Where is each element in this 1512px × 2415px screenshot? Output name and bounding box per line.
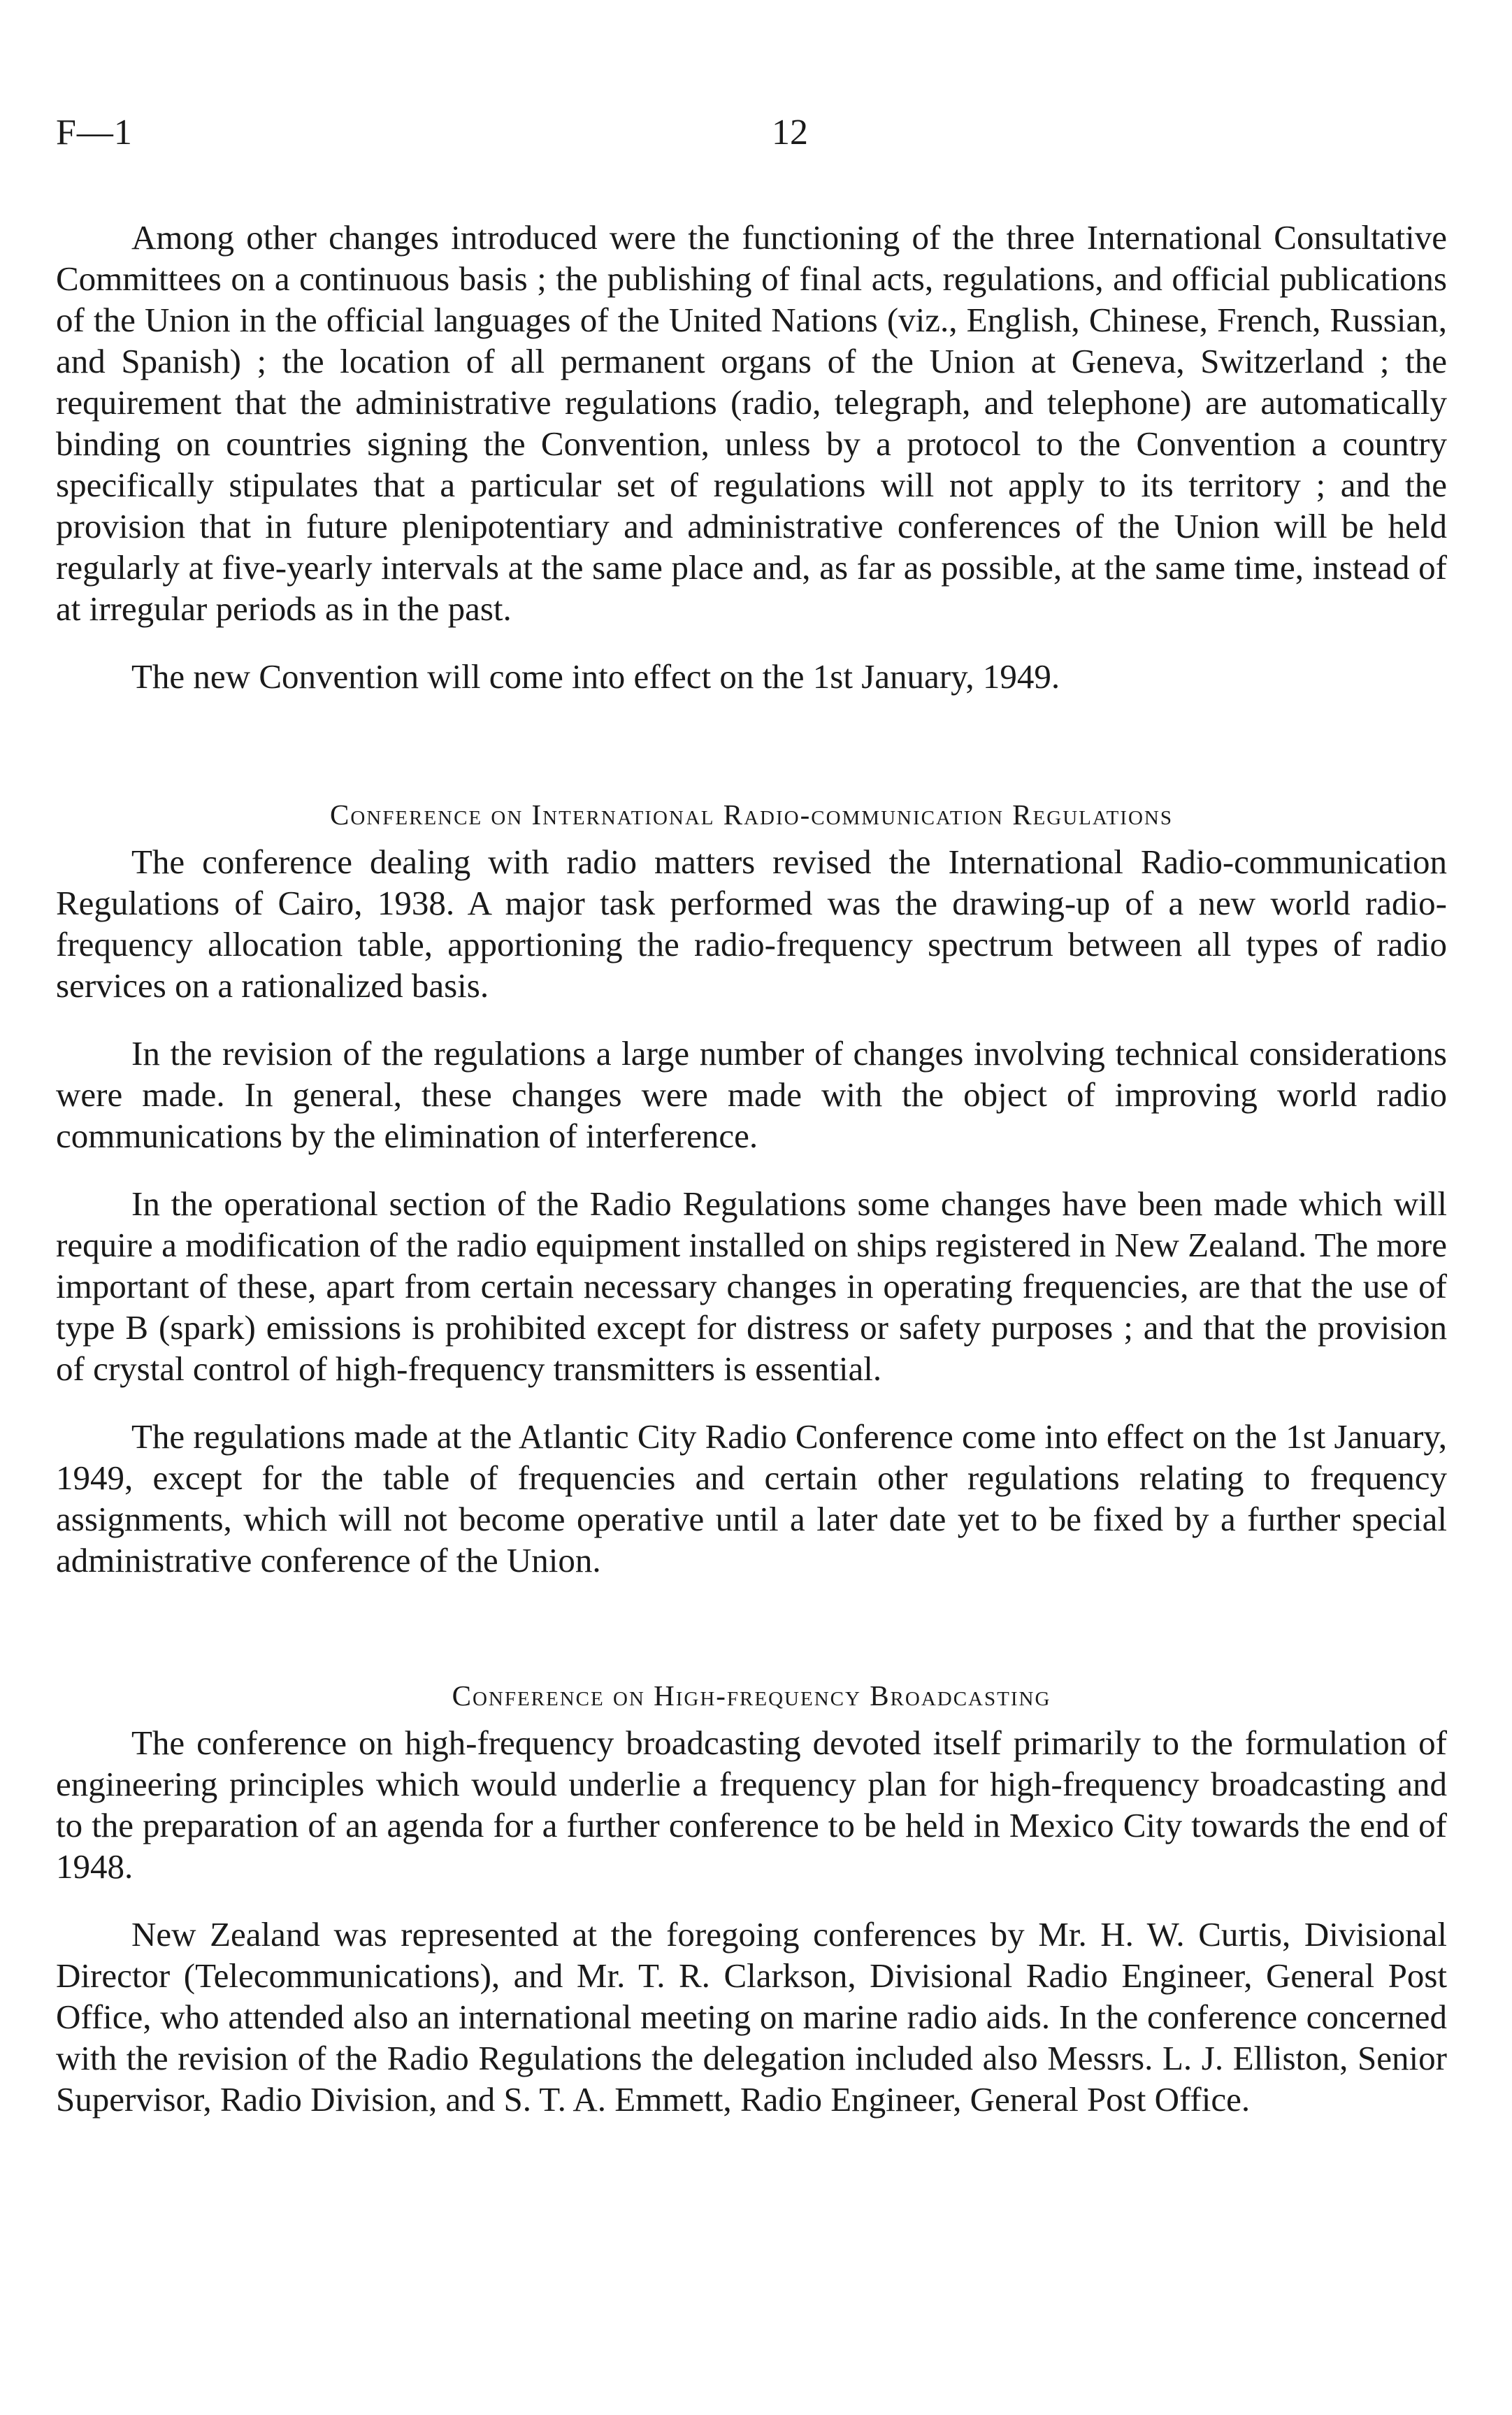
paragraph-radio-3: In the operational section of the Radio Regulations some changes have been made which will require a modification of the radio equipment installed on ships registered in New Zealand. The more important of these, apart from certain necessary changes in operating frequencies, are that the use of type B (spark) emissions is prohibited except for distress or safety purposes ; and that the provision of crystal control of high-frequency transmitters is essential. [56, 1184, 1447, 1388]
paragraph-intro-changes: Among other changes introduced were the functioning of the three International Consultative Committees on a continuous basis ; the publishing of final acts, regulations, and official publications of the Union in the official languages of the United Nations (viz., English, Chinese, French, Russian, and Spanish) ; the location of all permanent organs of the Union at Geneva, Switzerland ; the requirement that the administrative regulations (radio, telegraph, and telephone) are automatically binding on countries signing the Convention, unless by a protocol to the Convention a country specifically stipulates that a particular set of regulations will not apply to its territory ; and the provision that in future plenipotentiary and administrative conferences of the Union will be held regularly at five-yearly intervals at the same place and, as far as possible, at the same time, instead of at irregular periods as in the past. [56, 218, 1447, 628]
page-header [56, 112, 1454, 168]
section-heading-radio-regulations: Conference on International Radio-communication Regulations [330, 798, 1173, 831]
paragraph-intro-effective-date: The new Convention will come into effect on the 1st January, 1949. [131, 657, 1060, 696]
page-number: 12 [772, 113, 808, 152]
paragraph-broadcasting-1: The conference on high-frequency broadcasting devoted itself primarily to the formulation of engineering principles which would underlie a frequency plan for high-frequency broadcasting and to the preparation of an agenda for a further conference to be held in Mexico City towards the end of 1948. [56, 1724, 1447, 1886]
paragraph-radio-4: The regulations made at the Atlantic City Radio Conference come into effect on the 1st January, 1949, except for the table of frequencies and certain other regulations relating to frequency assignments, which will not become operative until a later date yet to be fixed by a further special administrative conference of the Union. [56, 1417, 1447, 1579]
section-heading-high-frequency-broadcasting: Conference on High-frequency Broadcasting [452, 1679, 1051, 1712]
paragraph-radio-1: The conference dealing with radio matters revised the International Radio-communication Regulations of Cairo, 1938. A major task performed was the drawing-up of a new world radio-frequency allocation table, apportioning the radio-frequency spectrum between all types of radio services on a rationalized basis. [56, 843, 1447, 1005]
paragraph-radio-2: In the revision of the regulations a large number of changes involving technical considerations were made. In general, these changes were made with the object of improving world radio communications by the elimination of interference. [56, 1034, 1447, 1155]
document-code: F—1 [56, 113, 133, 152]
page-body [56, 217, 1447, 2120]
paragraph-broadcasting-2: New Zealand was represented at the foregoing conferences by Mr. H. W. Curtis, Divisional Director (Telecommunications), and Mr. T. R. Clarkson, Divisional Radio Engineer, General Post Office, who attended also an international meeting on marine radio aids. In the conference concerned with the revision of the Radio Regulations the delegation included also Messrs. L. J. Elliston, Senior Supervisor, Radio Division, and S. T. A. Emmett, Radio Engineer, General Post Office. [56, 1915, 1447, 2119]
